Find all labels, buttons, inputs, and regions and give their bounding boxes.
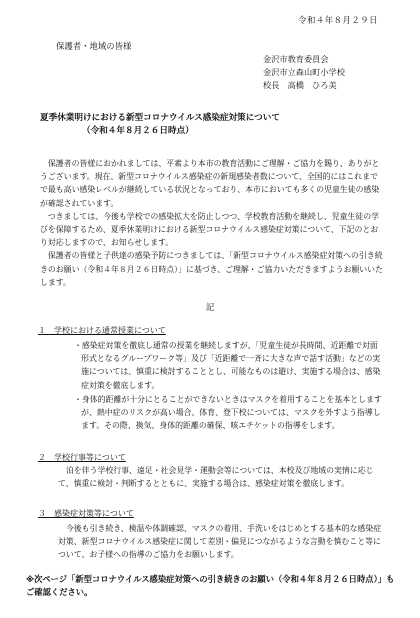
- section-text: [58, 522, 382, 562]
- section-item: [74, 393, 382, 433]
- addressee: 保護者・地域の皆様: [56, 41, 132, 51]
- ki-heading: 記: [205, 302, 215, 312]
- section-heading: ２ 学校行事等について: [38, 453, 126, 462]
- title-line: 夏季休業明けにおける新型コロナウイルス感染症対策について: [40, 113, 280, 123]
- sender-block: [263, 53, 345, 92]
- section-heading: ３ 感染症対策等について: [38, 509, 134, 518]
- section-text: [58, 464, 382, 490]
- intro-paragraph: 保護者の皆様におかれましては、平素より本市の教育活動にご理解・ご協力を賜り、ありがとうございます。現在、新型コロナウイルス感染症の新規感染者数について、全国的にはこれまでで最も高い感染レベルが継続している状況となっており、本市においても多くの児童生徒の感染が確認されています。: [40, 159, 380, 208]
- section-paragraph: 泊を伴う学校行事、遠足・社会見学・運動会等については、本校及び地域の実情に応じて、慎重に検討・判断するとともに、実施する場合は、感染症対策を徹底します。: [58, 466, 374, 489]
- sender-line: 校長 高橋 ひろ美: [263, 80, 337, 90]
- document-date: 令和４年８月２９日: [298, 15, 378, 25]
- intro-paragraph: つきましては、今後も学校での感染拡大を防止しつつ、学校教育活動を継続し、児童生徒の学びを保障するため、夏季休業明けにおける新型コロナウイルス感染症対策について、下記のとおり対応しますので、お知らせします。: [40, 211, 379, 248]
- document-title: [0, 112, 420, 138]
- section-heading: １ 学校における通常授業について: [38, 326, 166, 335]
- intro-paragraph: 保護者の皆様と子供達の感染予防につきましては、「新型コロナウイルス感染症対策への引き続きのお願い（令和４年８月２６日時点）」に基づき、ご理解・ご協力いただきますようお願いいたします。: [40, 251, 383, 287]
- title-subline: （令和４年８月２６日時点）: [82, 126, 194, 136]
- section-paragraph: 今後も引き続き、検温や体調確認、マスクの着用、手洗いをはじめとする基本的な感染症対策、新型コロナウイルス感染症に関して差別・偏見につながるような言動を慎むこと等について、お子様への指導のご協力をお願いします。: [58, 524, 382, 560]
- sender-line: 金沢市立森山町小学校: [263, 67, 345, 77]
- bullet-text: ・感染症対策を徹底し通常の授業を継続しますが、「児童生徒が長時間、近距離で対面形式となるグループワーク等」及び「近距離で一斉に大きな声で話す活動」などの実施については、慎重に検討することとし、可能なものは避け、実施する場合は、感染症対策を徹底します。: [74, 341, 381, 390]
- footer-note: ※次ページ「新型コロナウイルス感染症対策への引き続きのお願い（令和４年８月２６日時点）」もご確認ください。: [26, 574, 395, 597]
- intro-text: [40, 157, 385, 289]
- bullet-text: ・身体的距離が十分にとることができないときはマスクを着用することを基本としますが、熱中症のリスクが高い場合、体育、登下校については、マスクを外すよう指導します。その際、換気、身体的距離の確保、咳エチケットの指導をします。: [74, 395, 382, 431]
- sender-line: 金沢市教育委員会: [263, 54, 329, 64]
- section-item: [74, 339, 382, 392]
